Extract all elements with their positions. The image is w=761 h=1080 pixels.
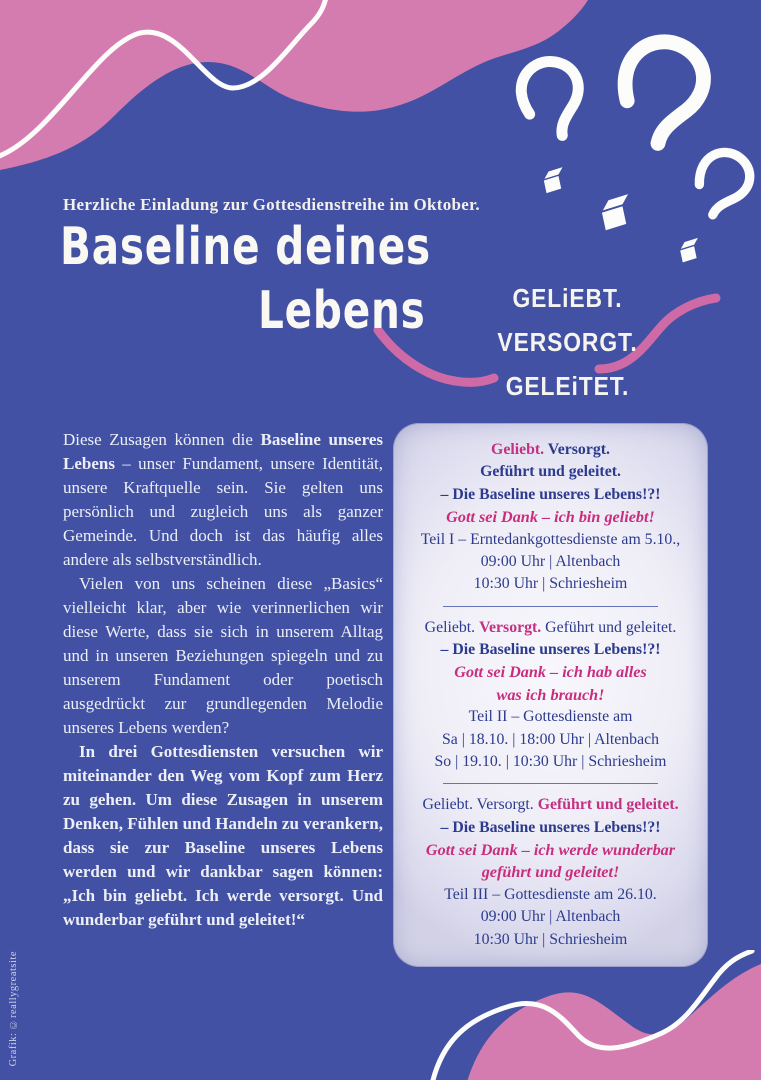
- event-2-heading-post: Geführt und geleitet.: [541, 618, 677, 636]
- event-block-3: [401, 794, 700, 951]
- event-2-heading: [401, 617, 700, 639]
- event-2-detail-time-1: Sa | 18.10. | 18:00 Uhr | Altenbach: [441, 730, 659, 748]
- event-3-detail-date: Teil III – Gottesdienste am 26.10.: [444, 885, 657, 903]
- event-2-detail-time-2: So | 19.10. | 10:30 Uhr | Schriesheim: [434, 753, 667, 770]
- cube-dot-icon: [679, 237, 699, 264]
- credit-text: Grafik: ©reallygreatsite: [8, 950, 19, 1066]
- title-line-2: Lebens: [258, 281, 426, 341]
- question-mark-icon: [619, 38, 707, 148]
- event-2-motto-line1: Gott sei Dank – ich hab alles: [454, 663, 647, 682]
- title-line-1: Baseline deines: [60, 217, 431, 277]
- event-1-heading: [401, 439, 700, 461]
- event-3-heading-pre: Geliebt. Versorgt.: [422, 796, 538, 814]
- card-divider: [443, 783, 658, 784]
- event-3-motto-line2: geführt und geleitet!: [481, 863, 620, 882]
- event-1-detail-time-1: 09:00 Uhr | Altenbach: [480, 552, 621, 570]
- invitation-text: Herzliche Einladung zur Gottesdienstreihe im Oktober.: [63, 195, 480, 214]
- intro-p1-bold: Baseline unseres Lebens: [63, 430, 383, 473]
- event-2-motto-line2: was ich brauch!: [496, 685, 605, 704]
- card-divider: [443, 606, 658, 607]
- event-1-detail-time-2: 10:30 Uhr | Schriesheim: [473, 575, 628, 593]
- pink-blob-top: [0, 0, 588, 170]
- schedule-card: [393, 423, 708, 967]
- event-2-subtitle: – Die Baseline unseres Lebens!?!: [440, 640, 661, 658]
- intro-paragraph-3: In drei Gottesdiensten versuchen wir miteinander den Weg vom Kopf zum Herz zu gehen. Um diese Zusagen in unserem Denken, Fühlen und Handeln zu verankern, dass sie zur Baseline unseres Lebens werden und wir dankbar sagen können: „Ich bin geliebt. Ich werde versorgt. Und wunderbar geführt und geleitet!“: [63, 742, 383, 929]
- intro-text-column: [63, 428, 383, 932]
- pink-blob-bottom: [467, 964, 761, 1080]
- event-3-detail-time-2: 10:30 Uhr | Schriesheim: [473, 930, 628, 948]
- question-mark-icon: [515, 55, 590, 143]
- event-1-motto: Gott sei Dank – ich bin geliebt!: [446, 508, 655, 527]
- event-2-heading-accent: Versorgt.: [479, 618, 542, 636]
- event-3-heading-accent: Geführt und geleitet.: [537, 796, 679, 814]
- event-block-2: [401, 617, 700, 774]
- tagline-geleitet: GELEiTET.: [505, 371, 630, 401]
- intro-paragraph-2: Vielen von uns scheinen diese „Basics“ vielleicht klar, aber wie verinnerlichen wir diese Werte, dass sie sich in unserem Alltag und in unseren Beziehungen spiegeln und zu unserem Fundament oder poetisch ausgedrückt zur grundlegenden Melodie unseres Lebens werden?: [63, 574, 383, 737]
- intro-p1-pre: Diese Zusagen können die: [63, 430, 261, 449]
- event-1-heading-line2: Geführt und geleitet.: [480, 463, 621, 481]
- tagline: [460, 276, 675, 408]
- event-1-heading-rest: Versorgt.: [544, 440, 610, 458]
- event-1-subtitle: – Die Baseline unseres Lebens!?!: [440, 485, 661, 503]
- tagline-versorgt: VERSORGT.: [497, 327, 638, 357]
- event-3-detail-time-1: 09:00 Uhr | Altenbach: [480, 908, 621, 926]
- event-block-1: [401, 439, 700, 596]
- event-3-subtitle: – Die Baseline unseres Lebens!?!: [440, 818, 661, 836]
- intro-paragraph-1: [63, 428, 383, 572]
- event-2-detail-date: Teil II – Gottesdienste am: [468, 708, 633, 726]
- bottom-decoration: [0, 950, 761, 1080]
- cube-dot-icon: [601, 192, 630, 231]
- event-1-detail-date: Teil I – Erntedankgottesdienste am 5.10.,: [420, 530, 681, 548]
- event-1-heading-accent: Geliebt.: [491, 440, 545, 458]
- cube-dot-icon: [543, 166, 564, 194]
- tagline-geliebt: GELiEBT.: [512, 283, 623, 313]
- event-3-heading: [401, 794, 700, 816]
- question-mark-icon: [689, 146, 755, 222]
- question-marks-illustration: [515, 38, 756, 263]
- event-3-motto-line1: Gott sei Dank – ich werde wunderbar: [425, 841, 676, 860]
- event-2-heading-pre: Geliebt.: [424, 618, 480, 636]
- intro-p1-post: – unser Fundament, unsere Identität, unsere Kraftquelle sein. Sie gelten uns persönlich und zugleich uns als ganzer Gemeinde. Und doch ist das häufig alles andere als selbstverständlich.: [63, 454, 383, 569]
